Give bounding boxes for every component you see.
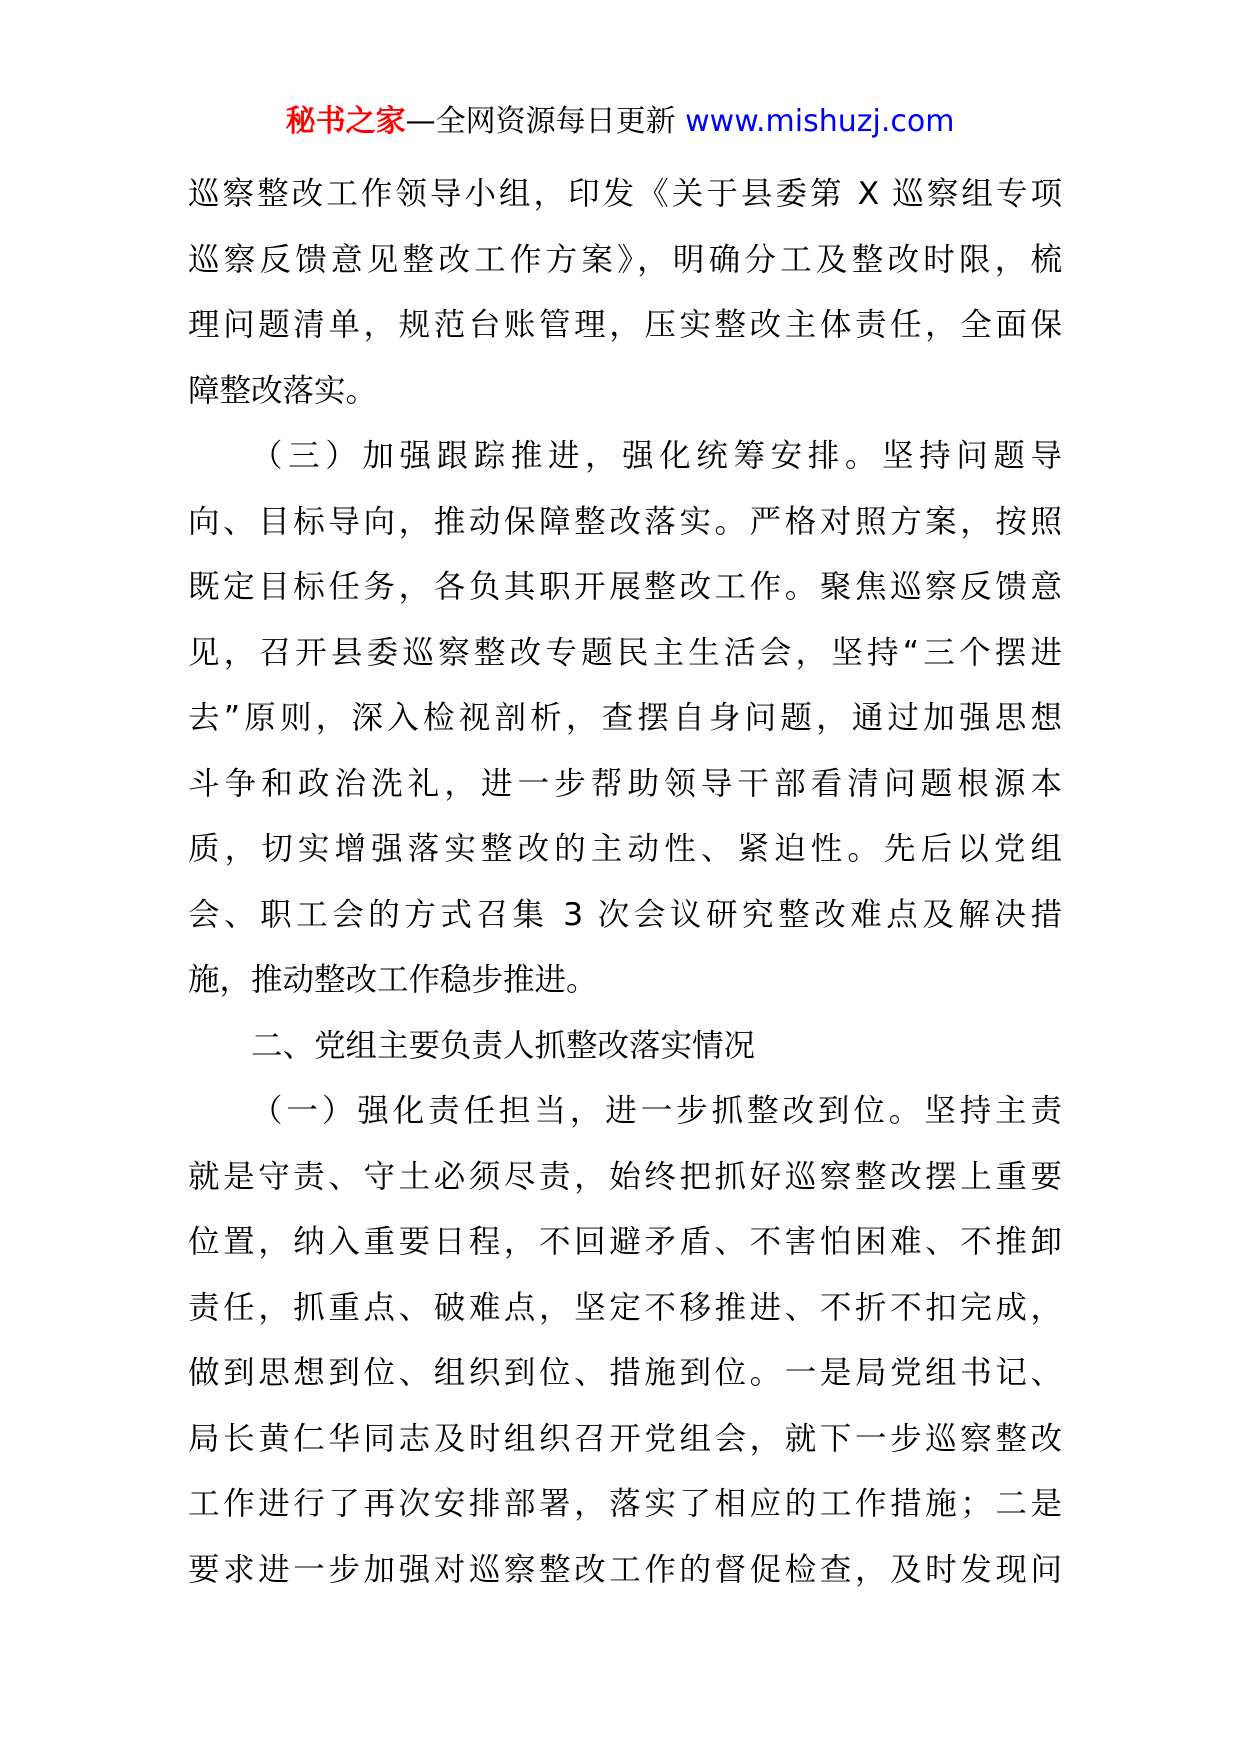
text-line: 责任，抓重点、破难点，坚定不移推进、不折不扣完成， (188, 1289, 1062, 1326)
document-body (188, 162, 1062, 1603)
text-line: 障整改落实。 (188, 372, 378, 409)
text-line: 施，推动整改工作稳步推进。 (188, 962, 598, 998)
text-line: 去”原则，深入检视剖析，查摆自身问题，通过加强思想 (188, 700, 1062, 736)
text-line: 质，切实增强落实整改的主动性、紧迫性。先后以党组 (188, 831, 1062, 867)
text-line: 要求进一步加强对巡察整改工作的督促检查，及时发现问 (188, 1551, 1062, 1588)
text-line: 做到思想到位、组织到位、措施到位。一是局党组书记、 (188, 1355, 1062, 1391)
text-line: 位置，纳入重要日程，不回避矛盾、不害怕困难、不推卸 (188, 1224, 1062, 1260)
text-line: 见，召开县委巡察整改专题民主生活会，坚持“三个摆进 (188, 634, 1062, 671)
text-line: 就是守责、守土必须尽责，始终把抓好巡察整改摆上重要 (188, 1158, 1062, 1195)
text-line: （一）强化责任担当，进一步抓整改到位。坚持主责 (251, 1093, 1062, 1129)
text-line: 既定目标任务，各负其职开展整改工作。聚焦巡察反馈意 (188, 569, 1062, 605)
site-url: www.mishuzj.com (685, 104, 955, 139)
text-line: 局长黄仁华同志及时组织召开党组会，就下一步巡察整改 (188, 1420, 1062, 1457)
brand-name: 秘书之家 (285, 104, 406, 139)
text-line: 二、党组主要负责人抓整改落实情况 (251, 1027, 756, 1064)
text-line: 向、目标导向，推动保障整改落实。严格对照方案，按照 (188, 503, 1062, 540)
text-line: 巡察反馈意见整改工作方案》，明确分工及整改时限，梳 (188, 241, 1062, 278)
text-line: 会、职工会的方式召集 3 次会议研究整改难点及解决措 (188, 896, 1062, 933)
text-line: 工作进行了再次安排部署，落实了相应的工作措施；二是 (188, 1486, 1062, 1522)
text-line: （三）加强跟踪推进，强化统筹安排。坚持问题导 (251, 438, 1062, 474)
text-line: 斗争和政治洗礼，进一步帮助领导干部看清问题根源本 (188, 765, 1062, 802)
header-tagline: —全网资源每日更新 (405, 104, 676, 139)
text-line: 理问题清单，规范台账管理，压实整改主体责任，全面保 (188, 307, 1062, 343)
text-line: 巡察整改工作领导小组，印发《关于县委第 X 巡察组专项 (188, 176, 1062, 212)
document-header (0, 102, 1240, 142)
